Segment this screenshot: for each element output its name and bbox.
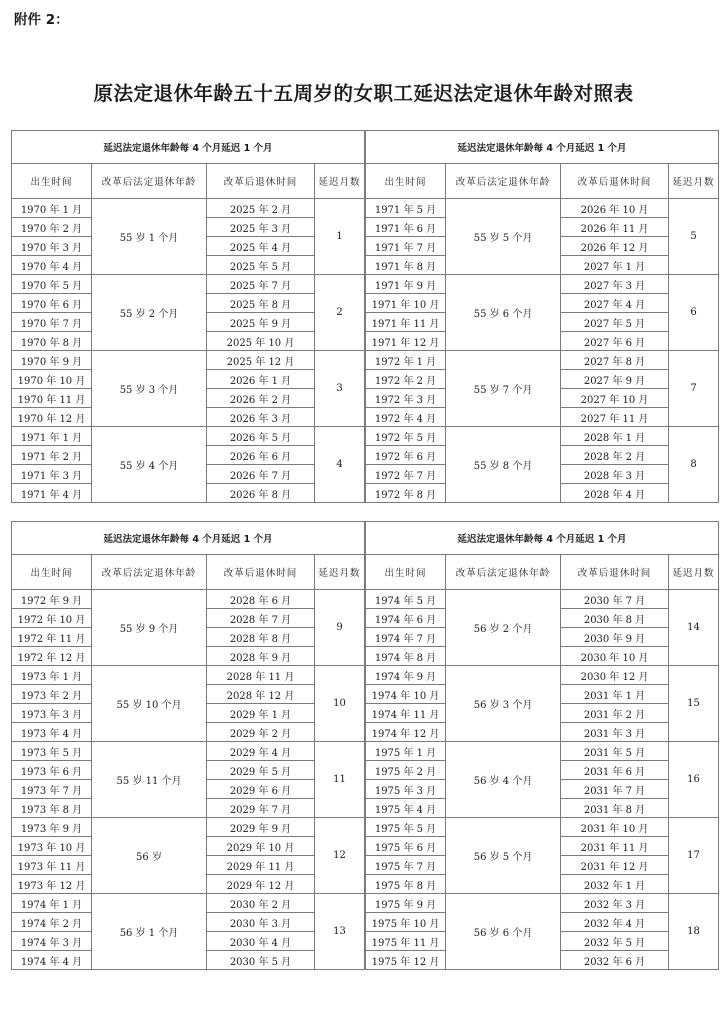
birth-date-cell: 1974 年 1 月 — [12, 894, 92, 913]
delay-months-cell: 16 — [669, 742, 719, 818]
retirement-date-cell: 2026 年 11 月 — [561, 218, 669, 237]
birth-date-cell: 1971 年 9 月 — [366, 275, 446, 294]
birth-date-cell: 1972 年 12 月 — [12, 647, 92, 666]
retirement-date-cell: 2030 年 8 月 — [561, 609, 669, 628]
birth-date-cell: 1974 年 8 月 — [366, 647, 446, 666]
table-row — [12, 199, 365, 218]
delay-months-cell: 10 — [315, 666, 365, 742]
retirement-date-cell: 2025 年 10 月 — [207, 332, 315, 351]
retirement-date-cell: 2025 年 12 月 — [207, 351, 315, 370]
table-row — [366, 275, 719, 294]
birth-date-cell: 1972 年 10 月 — [12, 609, 92, 628]
birth-date-cell: 1971 年 3 月 — [12, 465, 92, 484]
retirement-age-cell: 55 岁 6 个月 — [446, 275, 561, 351]
column-header: 出生时间 — [366, 555, 446, 590]
delay-months-cell: 4 — [315, 427, 365, 503]
retirement-date-cell: 2032 年 5 月 — [561, 932, 669, 951]
birth-date-cell: 1972 年 6 月 — [366, 446, 446, 465]
column-header: 延迟月数 — [669, 164, 719, 199]
delay-months-cell: 12 — [315, 818, 365, 894]
retirement-date-cell: 2028 年 4 月 — [561, 484, 669, 503]
retirement-age-cell: 55 岁 11 个月 — [92, 742, 207, 818]
table-caption-row — [12, 131, 365, 164]
retirement-date-cell: 2029 年 11 月 — [207, 856, 315, 875]
table-caption: 延迟法定退休年龄每 4 个月延迟 1 个月 — [366, 522, 719, 555]
retirement-date-cell: 2026 年 7 月 — [207, 465, 315, 484]
table-caption-row — [366, 522, 719, 555]
delay-months-cell: 1 — [315, 199, 365, 275]
birth-date-cell: 1973 年 9 月 — [12, 818, 92, 837]
retirement-date-cell: 2029 年 9 月 — [207, 818, 315, 837]
retirement-table — [11, 130, 365, 503]
retirement-date-cell: 2026 年 5 月 — [207, 427, 315, 446]
birth-date-cell: 1972 年 4 月 — [366, 408, 446, 427]
table-row — [12, 666, 365, 685]
column-header: 改革后退休时间 — [207, 164, 315, 199]
retirement-date-cell: 2025 年 4 月 — [207, 237, 315, 256]
birth-date-cell: 1971 年 2 月 — [12, 446, 92, 465]
birth-date-cell: 1975 年 5 月 — [366, 818, 446, 837]
birth-date-cell: 1973 年 4 月 — [12, 723, 92, 742]
delay-months-cell: 15 — [669, 666, 719, 742]
birth-date-cell: 1973 年 12 月 — [12, 875, 92, 894]
retirement-date-cell: 2031 年 11 月 — [561, 837, 669, 856]
retirement-date-cell: 2027 年 5 月 — [561, 313, 669, 332]
delay-months-cell: 6 — [669, 275, 719, 351]
retirement-date-cell: 2029 年 7 月 — [207, 799, 315, 818]
retirement-age-cell: 55 岁 3 个月 — [92, 351, 207, 427]
retirement-date-cell: 2030 年 2 月 — [207, 894, 315, 913]
attachment-label: 附件 2： — [14, 12, 69, 28]
retirement-date-cell: 2025 年 8 月 — [207, 294, 315, 313]
retirement-age-cell: 56 岁 6 个月 — [446, 894, 561, 970]
birth-date-cell: 1972 年 9 月 — [12, 590, 92, 609]
retirement-date-cell: 2026 年 3 月 — [207, 408, 315, 427]
column-header: 延迟月数 — [315, 555, 365, 590]
retirement-age-cell: 55 岁 5 个月 — [446, 199, 561, 275]
retirement-date-cell: 2029 年 5 月 — [207, 761, 315, 780]
retirement-date-cell: 2028 年 8 月 — [207, 628, 315, 647]
column-header: 改革后法定退休年龄 — [92, 164, 207, 199]
retirement-date-cell: 2026 年 6 月 — [207, 446, 315, 465]
retirement-date-cell: 2031 年 5 月 — [561, 742, 669, 761]
retirement-age-cell: 55 岁 7 个月 — [446, 351, 561, 427]
column-header: 出生时间 — [12, 555, 92, 590]
retirement-date-cell: 2027 年 8 月 — [561, 351, 669, 370]
retirement-date-cell: 2025 年 3 月 — [207, 218, 315, 237]
birth-date-cell: 1975 年 7 月 — [366, 856, 446, 875]
table-caption: 延迟法定退休年龄每 4 个月延迟 1 个月 — [12, 522, 365, 555]
table-row — [366, 666, 719, 685]
birth-date-cell: 1975 年 4 月 — [366, 799, 446, 818]
retirement-date-cell: 2028 年 11 月 — [207, 666, 315, 685]
retirement-date-cell: 2028 年 9 月 — [207, 647, 315, 666]
retirement-date-cell: 2029 年 4 月 — [207, 742, 315, 761]
birth-date-cell: 1974 年 11 月 — [366, 704, 446, 723]
retirement-table — [365, 130, 719, 503]
birth-date-cell: 1975 年 6 月 — [366, 837, 446, 856]
birth-date-cell: 1973 年 8 月 — [12, 799, 92, 818]
table-row — [366, 590, 719, 609]
retirement-table — [365, 521, 719, 970]
birth-date-cell: 1974 年 12 月 — [366, 723, 446, 742]
birth-date-cell: 1973 年 6 月 — [12, 761, 92, 780]
retirement-age-cell: 55 岁 4 个月 — [92, 427, 207, 503]
retirement-date-cell: 2032 年 1 月 — [561, 875, 669, 894]
retirement-date-cell: 2031 年 7 月 — [561, 780, 669, 799]
delay-months-cell: 9 — [315, 590, 365, 666]
table-row — [366, 427, 719, 446]
retirement-date-cell: 2027 年 3 月 — [561, 275, 669, 294]
retirement-date-cell: 2030 年 5 月 — [207, 951, 315, 970]
retirement-date-cell: 2029 年 12 月 — [207, 875, 315, 894]
birth-date-cell: 1971 年 1 月 — [12, 427, 92, 446]
table-row — [12, 894, 365, 913]
table-caption: 延迟法定退休年龄每 4 个月延迟 1 个月 — [366, 131, 719, 164]
retirement-date-cell: 2027 年 9 月 — [561, 370, 669, 389]
retirement-date-cell: 2025 年 7 月 — [207, 275, 315, 294]
retirement-date-cell: 2027 年 10 月 — [561, 389, 669, 408]
retirement-table — [11, 521, 365, 970]
birth-date-cell: 1973 年 2 月 — [12, 685, 92, 704]
birth-date-cell: 1970 年 9 月 — [12, 351, 92, 370]
delay-months-cell: 8 — [669, 427, 719, 503]
retirement-date-cell: 2032 年 6 月 — [561, 951, 669, 970]
birth-date-cell: 1975 年 11 月 — [366, 932, 446, 951]
column-header: 出生时间 — [366, 164, 446, 199]
table-row — [366, 818, 719, 837]
birth-date-cell: 1974 年 10 月 — [366, 685, 446, 704]
retirement-date-cell: 2026 年 8 月 — [207, 484, 315, 503]
table-row — [12, 351, 365, 370]
birth-date-cell: 1974 年 7 月 — [366, 628, 446, 647]
table-header-row — [366, 555, 719, 590]
birth-date-cell: 1970 年 3 月 — [12, 237, 92, 256]
retirement-date-cell: 2025 年 9 月 — [207, 313, 315, 332]
birth-date-cell: 1973 年 7 月 — [12, 780, 92, 799]
retirement-age-cell: 56 岁 1 个月 — [92, 894, 207, 970]
birth-date-cell: 1974 年 9 月 — [366, 666, 446, 685]
retirement-date-cell: 2031 年 1 月 — [561, 685, 669, 704]
delay-months-cell: 5 — [669, 199, 719, 275]
birth-date-cell: 1970 年 6 月 — [12, 294, 92, 313]
birth-date-cell: 1974 年 5 月 — [366, 590, 446, 609]
retirement-date-cell: 2032 年 4 月 — [561, 913, 669, 932]
birth-date-cell: 1970 年 1 月 — [12, 199, 92, 218]
retirement-date-cell: 2027 年 1 月 — [561, 256, 669, 275]
birth-date-cell: 1970 年 5 月 — [12, 275, 92, 294]
column-header: 延迟月数 — [315, 164, 365, 199]
retirement-date-cell: 2028 年 3 月 — [561, 465, 669, 484]
delay-months-cell: 11 — [315, 742, 365, 818]
retirement-date-cell: 2032 年 3 月 — [561, 894, 669, 913]
birth-date-cell: 1973 年 10 月 — [12, 837, 92, 856]
birth-date-cell: 1973 年 11 月 — [12, 856, 92, 875]
retirement-date-cell: 2030 年 10 月 — [561, 647, 669, 666]
table-row — [12, 742, 365, 761]
birth-date-cell: 1971 年 10 月 — [366, 294, 446, 313]
birth-date-cell: 1971 年 6 月 — [366, 218, 446, 237]
retirement-date-cell: 2028 年 2 月 — [561, 446, 669, 465]
retirement-age-cell: 55 岁 10 个月 — [92, 666, 207, 742]
birth-date-cell: 1975 年 8 月 — [366, 875, 446, 894]
delay-months-cell: 18 — [669, 894, 719, 970]
table-caption-row — [12, 522, 365, 555]
retirement-date-cell: 2031 年 8 月 — [561, 799, 669, 818]
birth-date-cell: 1971 年 4 月 — [12, 484, 92, 503]
table-row — [12, 818, 365, 837]
birth-date-cell: 1975 年 3 月 — [366, 780, 446, 799]
retirement-date-cell: 2030 年 9 月 — [561, 628, 669, 647]
delay-months-cell: 3 — [315, 351, 365, 427]
birth-date-cell: 1971 年 8 月 — [366, 256, 446, 275]
column-header: 改革后退休时间 — [561, 555, 669, 590]
retirement-age-cell: 56 岁 3 个月 — [446, 666, 561, 742]
table-row — [366, 199, 719, 218]
retirement-age-cell: 55 岁 8 个月 — [446, 427, 561, 503]
column-header: 延迟月数 — [669, 555, 719, 590]
table-row — [366, 742, 719, 761]
retirement-date-cell: 2025 年 5 月 — [207, 256, 315, 275]
birth-date-cell: 1970 年 8 月 — [12, 332, 92, 351]
table-row — [12, 275, 365, 294]
retirement-date-cell: 2031 年 2 月 — [561, 704, 669, 723]
birth-date-cell: 1971 年 5 月 — [366, 199, 446, 218]
retirement-age-cell: 55 岁 1 个月 — [92, 199, 207, 275]
retirement-date-cell: 2031 年 12 月 — [561, 856, 669, 875]
column-header: 改革后法定退休年龄 — [92, 555, 207, 590]
column-header: 改革后法定退休年龄 — [446, 555, 561, 590]
delay-months-cell: 13 — [315, 894, 365, 970]
table-block-1 — [11, 130, 717, 503]
birth-date-cell: 1972 年 5 月 — [366, 427, 446, 446]
retirement-date-cell: 2030 年 12 月 — [561, 666, 669, 685]
birth-date-cell: 1972 年 7 月 — [366, 465, 446, 484]
birth-date-cell: 1974 年 2 月 — [12, 913, 92, 932]
table-row — [366, 894, 719, 913]
retirement-date-cell: 2030 年 3 月 — [207, 913, 315, 932]
delay-months-cell: 14 — [669, 590, 719, 666]
birth-date-cell: 1975 年 9 月 — [366, 894, 446, 913]
retirement-date-cell: 2027 年 4 月 — [561, 294, 669, 313]
retirement-date-cell: 2027 年 11 月 — [561, 408, 669, 427]
column-header: 改革后法定退休年龄 — [446, 164, 561, 199]
table-header-row — [12, 555, 365, 590]
delay-months-cell: 2 — [315, 275, 365, 351]
birth-date-cell: 1970 年 4 月 — [12, 256, 92, 275]
birth-date-cell: 1970 年 2 月 — [12, 218, 92, 237]
retirement-age-cell: 56 岁 2 个月 — [446, 590, 561, 666]
retirement-age-cell: 55 岁 2 个月 — [92, 275, 207, 351]
birth-date-cell: 1972 年 11 月 — [12, 628, 92, 647]
birth-date-cell: 1973 年 5 月 — [12, 742, 92, 761]
retirement-date-cell: 2026 年 2 月 — [207, 389, 315, 408]
retirement-date-cell: 2029 年 6 月 — [207, 780, 315, 799]
table-header-row — [366, 164, 719, 199]
retirement-age-cell: 56 岁 — [92, 818, 207, 894]
table-row — [12, 590, 365, 609]
retirement-age-cell: 56 岁 4 个月 — [446, 742, 561, 818]
birth-date-cell: 1975 年 2 月 — [366, 761, 446, 780]
table-caption-row — [366, 131, 719, 164]
birth-date-cell: 1972 年 1 月 — [366, 351, 446, 370]
birth-date-cell: 1974 年 6 月 — [366, 609, 446, 628]
column-header: 改革后退休时间 — [207, 555, 315, 590]
document-title: 原法定退休年龄五十五周岁的女职工延迟法定退休年龄对照表 — [93, 82, 634, 105]
retirement-date-cell: 2028 年 1 月 — [561, 427, 669, 446]
birth-date-cell: 1972 年 8 月 — [366, 484, 446, 503]
table-caption: 延迟法定退休年龄每 4 个月延迟 1 个月 — [12, 131, 365, 164]
birth-date-cell: 1970 年 12 月 — [12, 408, 92, 427]
birth-date-cell: 1973 年 3 月 — [12, 704, 92, 723]
birth-date-cell: 1974 年 4 月 — [12, 951, 92, 970]
retirement-date-cell: 2026 年 10 月 — [561, 199, 669, 218]
birth-date-cell: 1975 年 10 月 — [366, 913, 446, 932]
retirement-date-cell: 2031 年 10 月 — [561, 818, 669, 837]
retirement-date-cell: 2030 年 4 月 — [207, 932, 315, 951]
birth-date-cell: 1970 年 7 月 — [12, 313, 92, 332]
birth-date-cell: 1970 年 11 月 — [12, 389, 92, 408]
delay-months-cell: 7 — [669, 351, 719, 427]
table-block-2 — [11, 521, 717, 970]
retirement-date-cell: 2030 年 7 月 — [561, 590, 669, 609]
retirement-date-cell: 2026 年 1 月 — [207, 370, 315, 389]
retirement-date-cell: 2028 年 6 月 — [207, 590, 315, 609]
birth-date-cell: 1975 年 1 月 — [366, 742, 446, 761]
birth-date-cell: 1971 年 12 月 — [366, 332, 446, 351]
birth-date-cell: 1971 年 11 月 — [366, 313, 446, 332]
birth-date-cell: 1972 年 3 月 — [366, 389, 446, 408]
delay-months-cell: 17 — [669, 818, 719, 894]
retirement-date-cell: 2028 年 7 月 — [207, 609, 315, 628]
birth-date-cell: 1974 年 3 月 — [12, 932, 92, 951]
retirement-date-cell: 2028 年 12 月 — [207, 685, 315, 704]
birth-date-cell: 1973 年 1 月 — [12, 666, 92, 685]
retirement-date-cell: 2029 年 1 月 — [207, 704, 315, 723]
retirement-date-cell: 2029 年 2 月 — [207, 723, 315, 742]
table-row — [366, 351, 719, 370]
column-header: 改革后退休时间 — [561, 164, 669, 199]
birth-date-cell: 1970 年 10 月 — [12, 370, 92, 389]
retirement-date-cell: 2031 年 6 月 — [561, 761, 669, 780]
table-row — [12, 427, 365, 446]
column-header: 出生时间 — [12, 164, 92, 199]
birth-date-cell: 1975 年 12 月 — [366, 951, 446, 970]
retirement-date-cell: 2031 年 3 月 — [561, 723, 669, 742]
retirement-date-cell: 2027 年 6 月 — [561, 332, 669, 351]
retirement-date-cell: 2026 年 12 月 — [561, 237, 669, 256]
table-header-row — [12, 164, 365, 199]
birth-date-cell: 1971 年 7 月 — [366, 237, 446, 256]
retirement-age-cell: 56 岁 5 个月 — [446, 818, 561, 894]
retirement-date-cell: 2025 年 2 月 — [207, 199, 315, 218]
retirement-age-cell: 55 岁 9 个月 — [92, 590, 207, 666]
retirement-date-cell: 2029 年 10 月 — [207, 837, 315, 856]
birth-date-cell: 1972 年 2 月 — [366, 370, 446, 389]
